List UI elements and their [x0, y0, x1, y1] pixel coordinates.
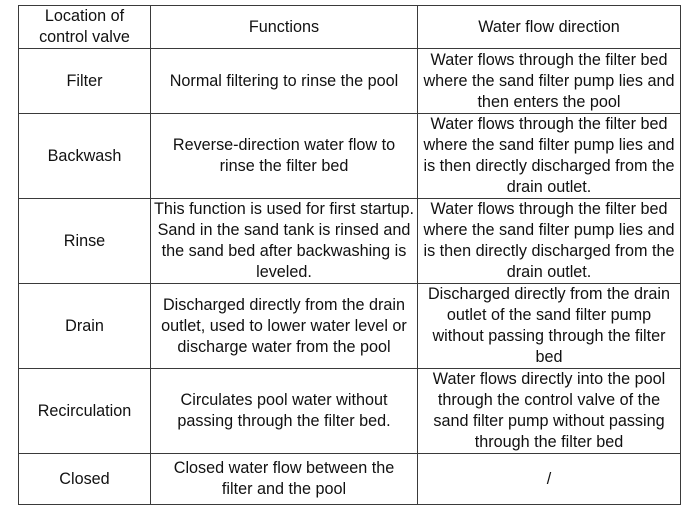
cell-water-flow: [418, 199, 681, 284]
cell-water-flow: [418, 49, 681, 114]
function-text: Closed water flow between the filter and the pool: [173, 459, 395, 498]
location-text: Recirculation: [37, 401, 132, 420]
control-valve-table: [18, 5, 681, 505]
cell-location: [19, 114, 151, 199]
cell-location: [19, 454, 151, 505]
cell-function: [151, 49, 418, 114]
cell-water-flow: [418, 454, 681, 505]
header-functions: [151, 6, 418, 49]
function-text: Reverse-direction water flow to rinse the filter bed: [172, 136, 396, 175]
table-header-row: [19, 6, 681, 49]
location-text: Filter: [66, 71, 103, 90]
water-flow-text: Water flows through the filter bed where the sand filter pump lies and then enters the pool: [423, 50, 675, 111]
function-text: Circulates pool water without passing through the filter bed.: [177, 391, 391, 430]
cell-water-flow: [418, 369, 681, 454]
location-text: Backwash: [47, 146, 122, 165]
function-text: Discharged directly from the drain outlet, used to lower water level or discharge water from the pool: [161, 295, 407, 356]
table-row: [19, 454, 681, 505]
cell-location: [19, 199, 151, 284]
water-flow-text: Water flows through the filter bed where the sand filter pump lies and is then directly discharged from the drain outlet.: [423, 115, 675, 196]
table-row: [19, 369, 681, 454]
cell-function: [151, 199, 418, 284]
cell-water-flow: [418, 284, 681, 369]
table-row: [19, 199, 681, 284]
cell-function: [151, 284, 418, 369]
header-water-flow-text: Water flow direction: [478, 17, 620, 36]
cell-location: [19, 284, 151, 369]
water-flow-text: Water flows directly into the pool through the control valve of the sand filter pump without passing through the filter bed: [432, 370, 666, 451]
water-flow-text: Water flows through the filter bed where the sand filter pump lies and is then directly discharged from the drain outlet.: [423, 200, 675, 281]
header-water-flow: [418, 6, 681, 49]
table-row: [19, 284, 681, 369]
cell-function: [151, 454, 418, 505]
cell-function: [151, 369, 418, 454]
water-flow-text: /: [546, 469, 552, 488]
header-location: [19, 6, 151, 49]
cell-function: [151, 114, 418, 199]
cell-location: [19, 369, 151, 454]
header-location-text: Location of control valve: [39, 7, 130, 46]
location-text: Drain: [65, 316, 104, 335]
water-flow-text: Discharged directly from the drain outlet of the sand filter pump without passing through the filter bed: [427, 285, 670, 366]
table-row: [19, 114, 681, 199]
table-row: [19, 49, 681, 114]
location-text: Rinse: [63, 231, 106, 250]
location-text: Closed: [59, 469, 110, 488]
function-text: This function is used for first startup. Sand in the sand tank is rinsed and the sand bed after backwashing is leveled.: [153, 200, 414, 281]
header-functions-text: Functions: [248, 17, 320, 36]
cell-location: [19, 49, 151, 114]
cell-water-flow: [418, 114, 681, 199]
function-text: Normal filtering to rinse the pool: [169, 71, 399, 90]
